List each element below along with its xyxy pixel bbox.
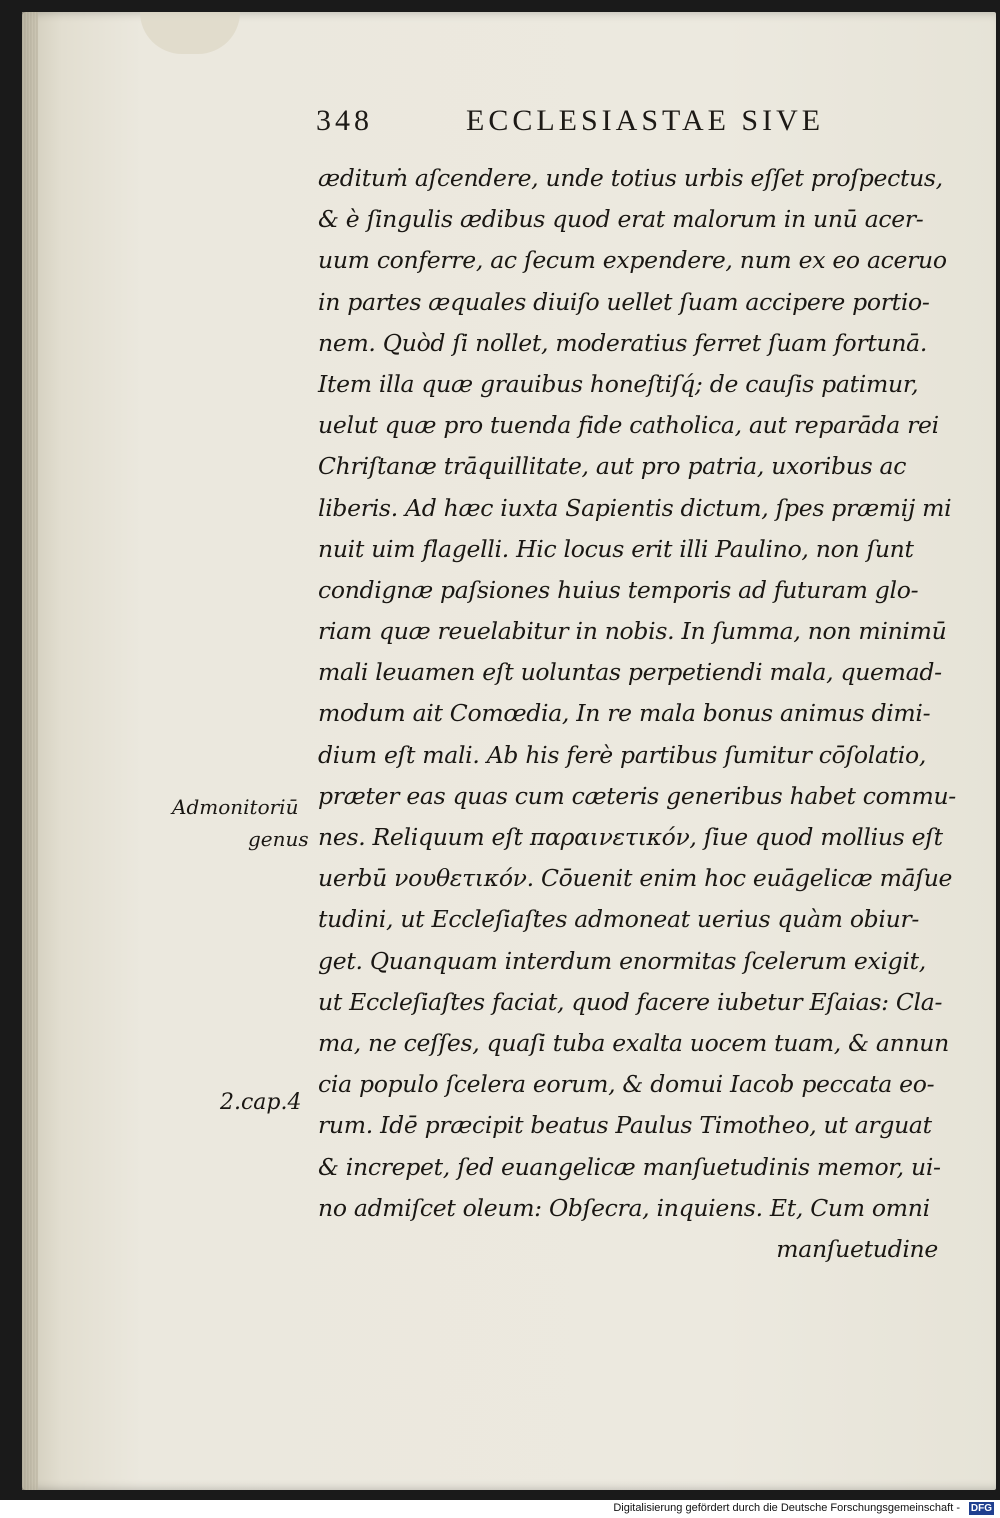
margin-note-genus: genus [248, 827, 309, 851]
text-line: & è ſingulis ædibus quod erat malorum in unū acer- [318, 205, 924, 234]
body-text [318, 158, 968, 1270]
text-line: ma, ne ceſſes, quaſi tuba exalta uocem tuam, & annun [318, 1028, 949, 1057]
text-line: mali leuamen eſt uoluntas perpetiendi mala, quemad- [318, 658, 942, 687]
text-line: Item illa quæ grauibus honeſtiſq́; de cauſis patimur, [318, 369, 919, 398]
text-line: præter eas quas cum cæteris generibus habet commu- [318, 781, 956, 810]
text-line: get. Quanquam interdum enormitas ſcelerum exigit, [318, 946, 926, 975]
page-number: 348 [316, 104, 373, 137]
text-line: tudini, ut Eccleſiaſtes admoneat uerius quàm obiur- [318, 905, 920, 934]
funding-credit: Digitalisierung gefördert durch die Deutsche Forschungsgemeinschaft - [613, 1502, 960, 1514]
text-line: nuit uim flagelli. Hic locus erit illi Paulino, non ſunt [318, 534, 914, 563]
running-head: ECCLESIASTAE SIVE [466, 104, 825, 137]
text-line: uelut quæ pro tuenda fide catholica, aut reparāda rei [318, 411, 939, 440]
page-edge [22, 12, 38, 1490]
margin-note-admonitorium: Admonitoriū [172, 795, 299, 819]
text-line: ædituṁ aſcendere, unde totius urbis eſſet proſpectus, [318, 164, 943, 192]
dfg-logo: DFG [970, 1503, 992, 1514]
text-line: & increpet, ſed euangelicæ manſuetudinis memor, ui- [318, 1152, 941, 1181]
margin-note-chapter-ref: 2.cap.4 [220, 1090, 302, 1115]
text-line: cia populo ſcelera eorum, & domui Iacob peccata eo- [318, 1070, 935, 1099]
text-line: Chriſtanæ trāquillitate, aut pro patria, uxoribus ac [318, 452, 907, 481]
text-line: nem. Quòd ſi nollet, moderatius ferret ſuam fortunā. [318, 328, 928, 357]
text-line: condignæ paſsiones huius temporis ad futuram glo- [318, 575, 919, 604]
catchword: manſuetudine [776, 1234, 938, 1263]
text-line: no admiſcet oleum: Obſecra, inquiens. Et, Cum omni [318, 1193, 930, 1222]
text-line: rum. Idē præcipit beatus Paulus Timotheo, ut arguat [318, 1111, 932, 1140]
text-line: modum ait Comœdia, In re mala bonus animus dimi- [318, 699, 931, 728]
text-line: riam quæ reuelabitur in nobis. In ſumma, non minimū [318, 617, 947, 646]
text-line: in partes æquales diuiſo uellet ſuam accipere portio- [318, 287, 930, 316]
text-line: nes. Reliquum eſt παραινετικόν, ſiue quod mollius eſt [318, 823, 943, 851]
text-line: dium eſt mali. Ab his ferè partibus ſumitur cōſolatio, [318, 740, 927, 769]
text-line: liberis. Ad hæc iuxta Sapientis dictum, ſpes præmij mi [318, 493, 952, 522]
text-line: ut Eccleſiaſtes faciat, quod facere iubetur Eſaias: Cla- [318, 987, 943, 1016]
page-header [316, 104, 956, 144]
text-line: uerbū νουθετικόν. Cōuenit enim hoc euāgelicæ māſue [318, 864, 953, 893]
text-line: uum conferre, ac ſecum expendere, num ex eo aceruo [318, 246, 947, 275]
digitization-footer [0, 1500, 1000, 1518]
